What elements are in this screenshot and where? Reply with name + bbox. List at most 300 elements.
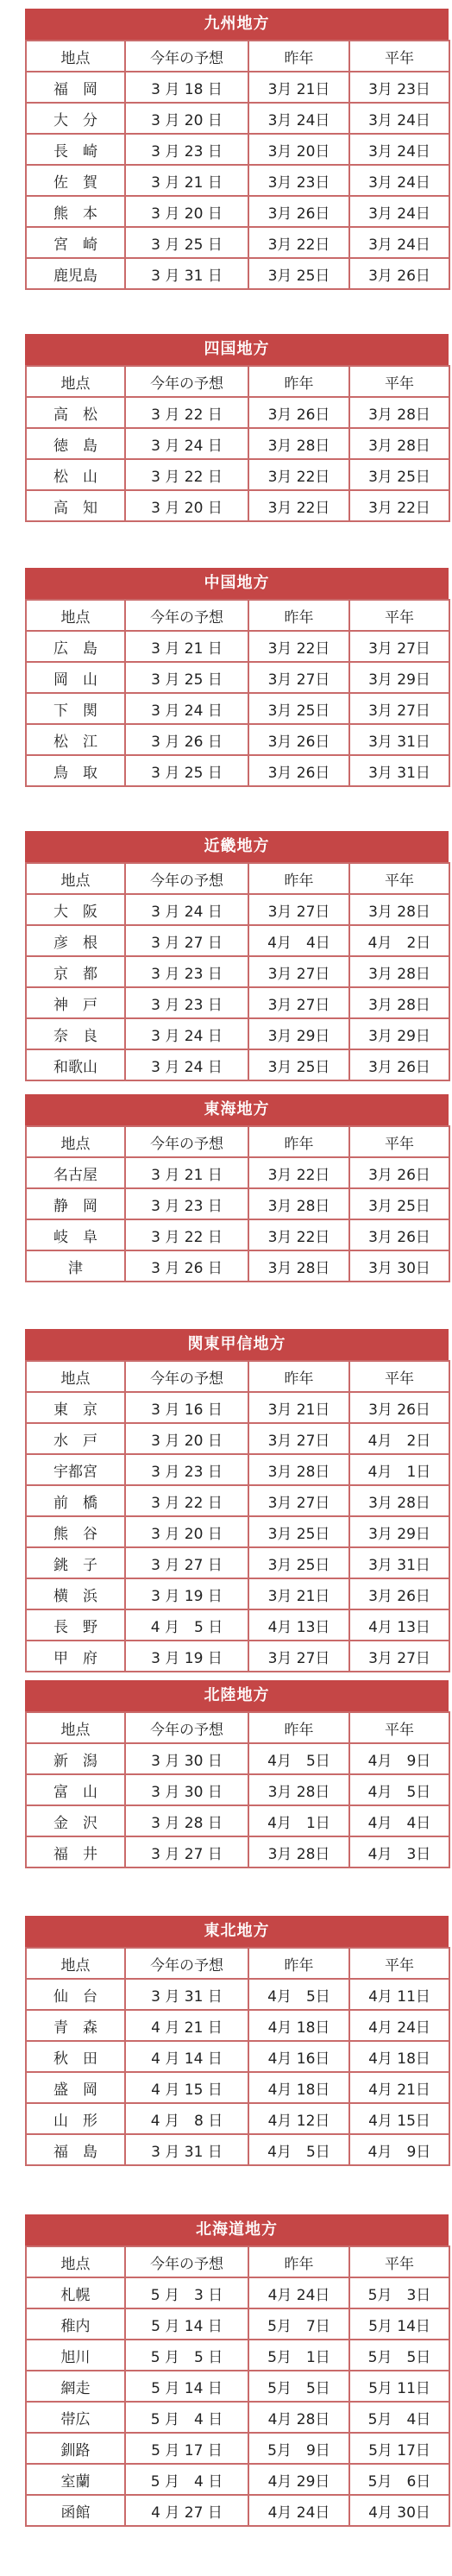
table-row	[26, 755, 449, 786]
forecast-date-cell: 3 月 31 日	[125, 2134, 248, 2165]
normal-date-cell: 4月 21日	[349, 2072, 449, 2103]
table-row	[26, 2072, 449, 2103]
last-year-date-cell: 3月 26日	[248, 196, 349, 227]
region-section	[25, 334, 449, 522]
header-location: 地点	[26, 1948, 125, 1979]
header-row	[26, 41, 449, 72]
table-row	[26, 2433, 449, 2464]
header-normal: 平年	[349, 600, 449, 631]
header-row	[26, 2246, 449, 2277]
forecast-date-cell: 3 月 20 日	[125, 1423, 248, 1454]
location-cell: 帯広	[26, 2402, 125, 2433]
location-cell: 彦 根	[26, 925, 125, 956]
header-last-year: 昨年	[248, 863, 349, 894]
location-cell: 岐 阜	[26, 1219, 125, 1250]
header-forecast: 今年の予想	[125, 600, 248, 631]
location-cell: 前 橋	[26, 1485, 125, 1516]
forecast-date-cell: 3 月 24 日	[125, 693, 248, 724]
header-row	[26, 863, 449, 894]
last-year-date-cell: 3月 26日	[248, 755, 349, 786]
location-cell: 長 崎	[26, 134, 125, 165]
normal-date-cell: 5月 17日	[349, 2433, 449, 2464]
forecast-date-cell: 4 月 15 日	[125, 2072, 248, 2103]
forecast-date-cell: 3 月 30 日	[125, 1774, 248, 1805]
header-forecast: 今年の予想	[125, 863, 248, 894]
table-row	[26, 134, 449, 165]
region-title: 東海地方	[25, 1094, 449, 1125]
header-location: 地点	[26, 1126, 125, 1157]
region-section	[25, 1329, 449, 1672]
normal-date-cell: 3月 24日	[349, 227, 449, 258]
table-row	[26, 227, 449, 258]
last-year-date-cell: 3月 28日	[248, 1774, 349, 1805]
table-row	[26, 662, 449, 693]
region-table	[25, 40, 450, 290]
table-row	[26, 894, 449, 925]
normal-date-cell: 3月 26日	[349, 1219, 449, 1250]
table-row	[26, 1774, 449, 1805]
normal-date-cell: 3月 31日	[349, 755, 449, 786]
header-location: 地点	[26, 600, 125, 631]
table-row	[26, 428, 449, 459]
location-cell: 奈 良	[26, 1018, 125, 1049]
normal-date-cell: 3月 25日	[349, 1188, 449, 1219]
table-row	[26, 1641, 449, 1672]
location-cell: 神 戸	[26, 987, 125, 1018]
location-cell: 甲 府	[26, 1641, 125, 1672]
header-location: 地点	[26, 1361, 125, 1392]
normal-date-cell: 3月 25日	[349, 459, 449, 490]
region-title: 北陸地方	[25, 1680, 449, 1711]
normal-date-cell: 3月 26日	[349, 1157, 449, 1188]
location-cell: 広 島	[26, 631, 125, 662]
normal-date-cell: 3月 29日	[349, 662, 449, 693]
forecast-date-cell: 3 月 24 日	[125, 428, 248, 459]
normal-date-cell: 3月 26日	[349, 1578, 449, 1609]
forecast-date-cell: 3 月 20 日	[125, 103, 248, 134]
last-year-date-cell: 3月 23日	[248, 165, 349, 196]
forecast-date-cell: 3 月 27 日	[125, 1547, 248, 1578]
location-cell: 室蘭	[26, 2464, 125, 2495]
last-year-date-cell: 3月 21日	[248, 1578, 349, 1609]
header-normal: 平年	[349, 1948, 449, 1979]
normal-date-cell: 4月 2日	[349, 1423, 449, 1454]
region-section	[25, 9, 449, 290]
normal-date-cell: 4月 11日	[349, 1979, 449, 2010]
location-cell: 鹿児島	[26, 258, 125, 289]
last-year-date-cell: 3月 27日	[248, 956, 349, 987]
last-year-date-cell: 4月 24日	[248, 2495, 349, 2526]
last-year-date-cell: 4月 18日	[248, 2010, 349, 2041]
last-year-date-cell: 3月 22日	[248, 227, 349, 258]
region-title: 四国地方	[25, 334, 449, 365]
forecast-date-cell: 3 月 22 日	[125, 1219, 248, 1250]
normal-date-cell: 3月 24日	[349, 165, 449, 196]
table-row	[26, 1547, 449, 1578]
normal-date-cell: 4月 5日	[349, 1774, 449, 1805]
forecast-date-cell: 3 月 30 日	[125, 1743, 248, 1774]
table-row	[26, 1578, 449, 1609]
region-table	[25, 1947, 450, 2166]
header-normal: 平年	[349, 1126, 449, 1157]
location-cell: 徳 島	[26, 428, 125, 459]
forecast-date-cell: 3 月 21 日	[125, 1157, 248, 1188]
location-cell: 高 松	[26, 397, 125, 428]
table-row	[26, 103, 449, 134]
location-cell: 下 関	[26, 693, 125, 724]
last-year-date-cell: 3月 27日	[248, 987, 349, 1018]
normal-date-cell: 4月 13日	[349, 1609, 449, 1641]
region-section	[25, 568, 449, 787]
normal-date-cell: 4月 2日	[349, 925, 449, 956]
forecast-date-cell: 3 月 23 日	[125, 1454, 248, 1485]
header-normal: 平年	[349, 1361, 449, 1392]
header-row	[26, 366, 449, 397]
forecast-date-cell: 3 月 23 日	[125, 956, 248, 987]
region-section	[25, 2214, 449, 2527]
location-cell: 銚 子	[26, 1547, 125, 1578]
table-row	[26, 693, 449, 724]
forecast-date-cell: 3 月 27 日	[125, 925, 248, 956]
location-cell: 佐 賀	[26, 165, 125, 196]
normal-date-cell: 3月 30日	[349, 1250, 449, 1282]
header-forecast: 今年の予想	[125, 366, 248, 397]
location-cell: 大 分	[26, 103, 125, 134]
forecast-date-cell: 5 月 14 日	[125, 2371, 248, 2402]
forecast-date-cell: 3 月 18 日	[125, 72, 248, 103]
region-table	[25, 1711, 450, 1868]
location-cell: 富 山	[26, 1774, 125, 1805]
normal-date-cell: 3月 28日	[349, 397, 449, 428]
normal-date-cell: 5月 4日	[349, 2402, 449, 2433]
normal-date-cell: 3月 28日	[349, 894, 449, 925]
table-row	[26, 1805, 449, 1836]
table-row	[26, 459, 449, 490]
forecast-date-cell: 5 月 5 日	[125, 2340, 248, 2371]
header-forecast: 今年の予想	[125, 1948, 248, 1979]
header-last-year: 昨年	[248, 366, 349, 397]
table-row	[26, 1485, 449, 1516]
forecast-date-cell: 4 月 27 日	[125, 2495, 248, 2526]
normal-date-cell: 3月 26日	[349, 1392, 449, 1423]
normal-date-cell: 3月 29日	[349, 1516, 449, 1547]
forecast-date-cell: 3 月 24 日	[125, 1018, 248, 1049]
location-cell: 高 知	[26, 490, 125, 521]
last-year-date-cell: 3月 25日	[248, 1516, 349, 1547]
location-cell: 松 山	[26, 459, 125, 490]
last-year-date-cell: 4月 13日	[248, 1609, 349, 1641]
location-cell: 東 京	[26, 1392, 125, 1423]
header-last-year: 昨年	[248, 1361, 349, 1392]
region-title: 九州地方	[25, 9, 449, 40]
header-location: 地点	[26, 41, 125, 72]
forecast-date-cell: 3 月 20 日	[125, 196, 248, 227]
last-year-date-cell: 3月 27日	[248, 1641, 349, 1672]
table-row	[26, 258, 449, 289]
forecast-date-cell: 4 月 21 日	[125, 2010, 248, 2041]
normal-date-cell: 3月 27日	[349, 631, 449, 662]
location-cell: 宇都宮	[26, 1454, 125, 1485]
normal-date-cell: 5月 3日	[349, 2277, 449, 2308]
region-title: 北海道地方	[25, 2214, 449, 2245]
normal-date-cell: 3月 28日	[349, 956, 449, 987]
normal-date-cell: 3月 31日	[349, 1547, 449, 1578]
location-cell: 岡 山	[26, 662, 125, 693]
forecast-date-cell: 5 月 4 日	[125, 2402, 248, 2433]
last-year-date-cell: 4月 12日	[248, 2103, 349, 2134]
last-year-date-cell: 3月 22日	[248, 631, 349, 662]
normal-date-cell: 3月 23日	[349, 72, 449, 103]
forecast-date-cell: 5 月 3 日	[125, 2277, 248, 2308]
location-cell: 名古屋	[26, 1157, 125, 1188]
last-year-date-cell: 3月 26日	[248, 397, 349, 428]
forecast-date-cell: 5 月 4 日	[125, 2464, 248, 2495]
last-year-date-cell: 4月 5日	[248, 1743, 349, 1774]
last-year-date-cell: 3月 27日	[248, 1423, 349, 1454]
normal-date-cell: 5月 5日	[349, 2340, 449, 2371]
forecast-date-cell: 3 月 21 日	[125, 165, 248, 196]
location-cell: 長 野	[26, 1609, 125, 1641]
last-year-date-cell: 4月 18日	[248, 2072, 349, 2103]
last-year-date-cell: 3月 27日	[248, 662, 349, 693]
normal-date-cell: 3月 24日	[349, 196, 449, 227]
last-year-date-cell: 5月 1日	[248, 2340, 349, 2371]
header-location: 地点	[26, 1712, 125, 1743]
normal-date-cell: 5月 11日	[349, 2371, 449, 2402]
location-cell: 稚内	[26, 2308, 125, 2340]
table-row	[26, 1423, 449, 1454]
normal-date-cell: 3月 28日	[349, 987, 449, 1018]
header-normal: 平年	[349, 366, 449, 397]
last-year-date-cell: 3月 28日	[248, 1188, 349, 1219]
forecast-date-cell: 3 月 19 日	[125, 1641, 248, 1672]
table-row	[26, 2402, 449, 2433]
table-row	[26, 1392, 449, 1423]
location-cell: 大 阪	[26, 894, 125, 925]
table-row	[26, 2340, 449, 2371]
normal-date-cell: 4月 9日	[349, 2134, 449, 2165]
normal-date-cell: 3月 29日	[349, 1018, 449, 1049]
header-last-year: 昨年	[248, 2246, 349, 2277]
location-cell: 新 潟	[26, 1743, 125, 1774]
header-last-year: 昨年	[248, 41, 349, 72]
last-year-date-cell: 3月 21日	[248, 1392, 349, 1423]
location-cell: 釧路	[26, 2433, 125, 2464]
last-year-date-cell: 3月 22日	[248, 1219, 349, 1250]
normal-date-cell: 3月 26日	[349, 1049, 449, 1080]
last-year-date-cell: 3月 28日	[248, 1836, 349, 1867]
region-table	[25, 862, 450, 1081]
normal-date-cell: 3月 27日	[349, 693, 449, 724]
table-row	[26, 2495, 449, 2526]
header-last-year: 昨年	[248, 1948, 349, 1979]
header-forecast: 今年の予想	[125, 1712, 248, 1743]
last-year-date-cell: 5月 9日	[248, 2433, 349, 2464]
forecast-date-cell: 5 月 14 日	[125, 2308, 248, 2340]
last-year-date-cell: 5月 5日	[248, 2371, 349, 2402]
last-year-date-cell: 3月 28日	[248, 1250, 349, 1282]
header-last-year: 昨年	[248, 600, 349, 631]
location-cell: 鳥 取	[26, 755, 125, 786]
last-year-date-cell: 3月 24日	[248, 103, 349, 134]
region-section	[25, 1094, 449, 1282]
location-cell: 網走	[26, 2371, 125, 2402]
normal-date-cell: 5月 14日	[349, 2308, 449, 2340]
header-forecast: 今年の予想	[125, 41, 248, 72]
table-row	[26, 1836, 449, 1867]
forecast-date-cell: 3 月 22 日	[125, 1485, 248, 1516]
forecast-date-cell: 3 月 28 日	[125, 1805, 248, 1836]
region-section	[25, 1680, 449, 1868]
region-title: 東北地方	[25, 1916, 449, 1947]
last-year-date-cell: 3月 27日	[248, 1485, 349, 1516]
location-cell: 熊 谷	[26, 1516, 125, 1547]
forecast-date-cell: 3 月 25 日	[125, 755, 248, 786]
last-year-date-cell: 3月 25日	[248, 1049, 349, 1080]
normal-date-cell: 3月 24日	[349, 134, 449, 165]
location-cell: 札幌	[26, 2277, 125, 2308]
table-row	[26, 72, 449, 103]
last-year-date-cell: 4月 1日	[248, 1805, 349, 1836]
normal-date-cell: 3月 28日	[349, 428, 449, 459]
last-year-date-cell: 3月 21日	[248, 72, 349, 103]
region-section	[25, 831, 449, 1081]
last-year-date-cell: 4月 29日	[248, 2464, 349, 2495]
forecast-date-cell: 3 月 26 日	[125, 724, 248, 755]
header-normal: 平年	[349, 2246, 449, 2277]
header-last-year: 昨年	[248, 1126, 349, 1157]
table-row	[26, 1018, 449, 1049]
region-section	[25, 1916, 449, 2166]
location-cell: 福 岡	[26, 72, 125, 103]
last-year-date-cell: 3月 25日	[248, 693, 349, 724]
header-normal: 平年	[349, 863, 449, 894]
forecast-date-cell: 3 月 20 日	[125, 490, 248, 521]
location-cell: 静 岡	[26, 1188, 125, 1219]
forecast-date-cell: 4 月 5 日	[125, 1609, 248, 1641]
location-cell: 青 森	[26, 2010, 125, 2041]
region-table	[25, 599, 450, 787]
last-year-date-cell: 4月 4日	[248, 925, 349, 956]
table-row	[26, 2371, 449, 2402]
region-table	[25, 1360, 450, 1672]
table-row	[26, 724, 449, 755]
header-row	[26, 1948, 449, 1979]
table-row	[26, 1454, 449, 1485]
normal-date-cell: 4月 4日	[349, 1805, 449, 1836]
table-row	[26, 631, 449, 662]
normal-date-cell: 3月 27日	[349, 1641, 449, 1672]
forecast-date-cell: 3 月 31 日	[125, 258, 248, 289]
location-cell: 津	[26, 1250, 125, 1282]
header-row	[26, 1126, 449, 1157]
location-cell: 福 島	[26, 2134, 125, 2165]
location-cell: 金 沢	[26, 1805, 125, 1836]
location-cell: 仙 台	[26, 1979, 125, 2010]
forecast-date-cell: 3 月 19 日	[125, 1578, 248, 1609]
table-row	[26, 1743, 449, 1774]
last-year-date-cell: 4月 16日	[248, 2041, 349, 2072]
table-row	[26, 1219, 449, 1250]
location-cell: 函館	[26, 2495, 125, 2526]
location-cell: 和歌山	[26, 1049, 125, 1080]
last-year-date-cell: 3月 27日	[248, 894, 349, 925]
header-location: 地点	[26, 863, 125, 894]
header-location: 地点	[26, 366, 125, 397]
table-row	[26, 1516, 449, 1547]
header-row	[26, 1712, 449, 1743]
header-forecast: 今年の予想	[125, 1126, 248, 1157]
last-year-date-cell: 3月 22日	[248, 490, 349, 521]
normal-date-cell: 4月 15日	[349, 2103, 449, 2134]
location-cell: 盛 岡	[26, 2072, 125, 2103]
table-row	[26, 490, 449, 521]
forecast-date-cell: 3 月 22 日	[125, 459, 248, 490]
table-row	[26, 2277, 449, 2308]
forecast-date-cell: 3 月 24 日	[125, 1049, 248, 1080]
table-row	[26, 1188, 449, 1219]
table-row	[26, 1979, 449, 2010]
region-title: 関東甲信地方	[25, 1329, 449, 1360]
forecast-date-cell: 3 月 25 日	[125, 227, 248, 258]
location-cell: 山 形	[26, 2103, 125, 2134]
forecast-date-cell: 3 月 25 日	[125, 662, 248, 693]
table-row	[26, 1609, 449, 1641]
region-title: 近畿地方	[25, 831, 449, 862]
table-row	[26, 196, 449, 227]
location-cell: 福 井	[26, 1836, 125, 1867]
table-row	[26, 1157, 449, 1188]
region-table	[25, 365, 450, 522]
header-normal: 平年	[349, 41, 449, 72]
header-last-year: 昨年	[248, 1712, 349, 1743]
location-cell: 熊 本	[26, 196, 125, 227]
normal-date-cell: 3月 22日	[349, 490, 449, 521]
table-row	[26, 987, 449, 1018]
last-year-date-cell: 3月 20日	[248, 134, 349, 165]
normal-date-cell: 4月 24日	[349, 2010, 449, 2041]
normal-date-cell: 5月 6日	[349, 2464, 449, 2495]
forecast-date-cell: 4 月 14 日	[125, 2041, 248, 2072]
location-cell: 旭川	[26, 2340, 125, 2371]
forecast-date-cell: 3 月 22 日	[125, 397, 248, 428]
last-year-date-cell: 3月 26日	[248, 724, 349, 755]
forecast-date-cell: 3 月 31 日	[125, 1979, 248, 2010]
header-normal: 平年	[349, 1712, 449, 1743]
normal-date-cell: 3月 24日	[349, 103, 449, 134]
location-cell: 横 浜	[26, 1578, 125, 1609]
normal-date-cell: 3月 26日	[349, 258, 449, 289]
last-year-date-cell: 4月 5日	[248, 1979, 349, 2010]
table-row	[26, 397, 449, 428]
table-row	[26, 956, 449, 987]
table-row	[26, 2103, 449, 2134]
last-year-date-cell: 3月 25日	[248, 258, 349, 289]
forecast-date-cell: 3 月 26 日	[125, 1250, 248, 1282]
forecast-date-cell: 3 月 16 日	[125, 1392, 248, 1423]
table-row	[26, 2134, 449, 2165]
header-forecast: 今年の予想	[125, 1361, 248, 1392]
table-row	[26, 2464, 449, 2495]
last-year-date-cell: 4月 5日	[248, 2134, 349, 2165]
table-row	[26, 2041, 449, 2072]
location-cell: 松 江	[26, 724, 125, 755]
normal-date-cell: 4月 9日	[349, 1743, 449, 1774]
header-row	[26, 1361, 449, 1392]
forecast-date-cell: 3 月 27 日	[125, 1836, 248, 1867]
forecast-date-cell: 3 月 23 日	[125, 1188, 248, 1219]
location-cell: 宮 崎	[26, 227, 125, 258]
